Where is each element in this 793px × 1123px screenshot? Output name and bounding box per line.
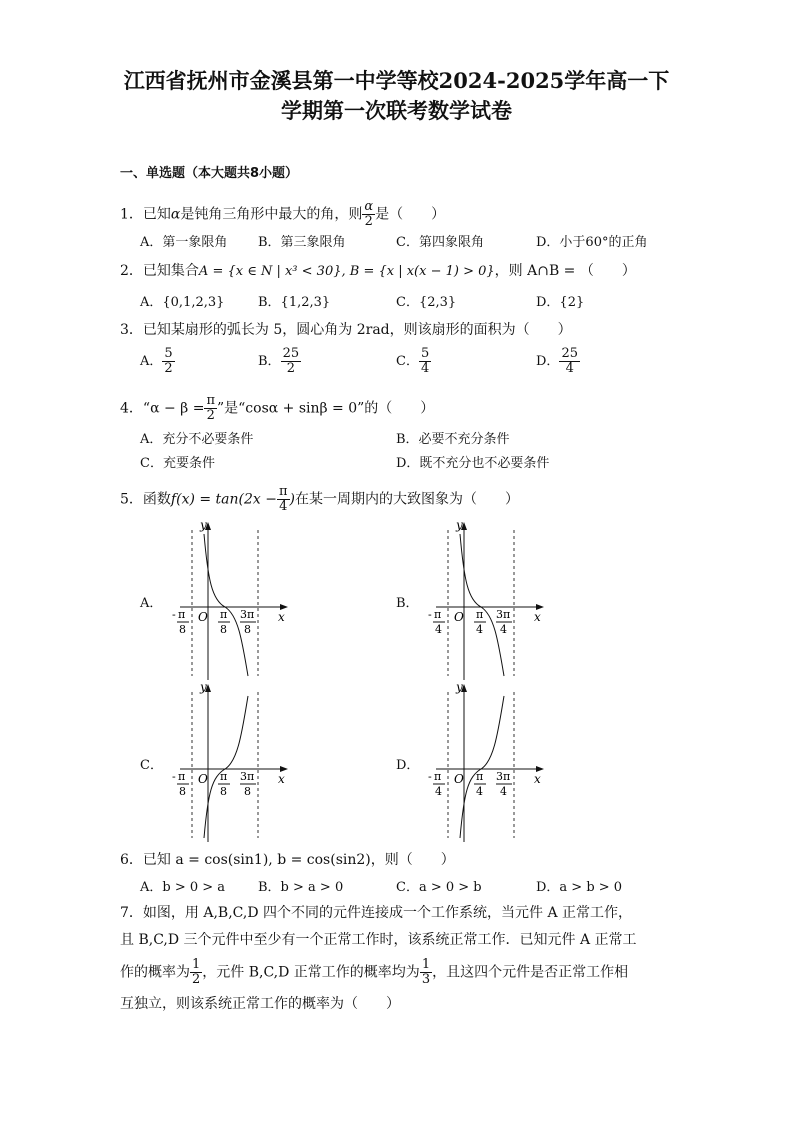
neg-sign: - bbox=[428, 608, 432, 621]
neg-sign: - bbox=[428, 770, 432, 783]
tan-curve bbox=[204, 534, 248, 676]
tick1-den: 8 bbox=[179, 623, 186, 636]
question-6: 6．已知 a = cos(sin1), b = cos(sin2)，则（ ） bbox=[120, 852, 455, 868]
q1-option-c: C．第四象限角 bbox=[396, 235, 484, 250]
y-label: y bbox=[200, 520, 207, 532]
q5-close: ) bbox=[289, 491, 296, 508]
tick3-den: 4 bbox=[500, 785, 507, 798]
q6-option-c: C．a > 0 > b bbox=[396, 880, 482, 895]
q5-suffix: 在某一周期内的大致图象为（ ） bbox=[295, 491, 520, 508]
tick3-num: 3π bbox=[496, 608, 511, 621]
q3-c-num: 5 bbox=[420, 346, 430, 361]
tick1-num: π bbox=[434, 770, 442, 783]
q7-line3b: ，元件 B,C,D 正常工作的概率均为 bbox=[202, 964, 420, 981]
q4-option-c: C．充要条件 bbox=[140, 456, 215, 471]
y-label: y bbox=[456, 520, 463, 532]
q2-prefix: 2．已知集合 bbox=[120, 263, 199, 279]
q5-graph-c bbox=[160, 682, 300, 842]
tick2-den: 4 bbox=[476, 623, 483, 636]
q2-option-a: A．{0,1,2,3} bbox=[140, 295, 225, 310]
q3-d-den: 4 bbox=[565, 361, 574, 376]
q4-frac-num: π bbox=[206, 393, 215, 408]
tick3-num: 3π bbox=[240, 608, 255, 621]
q5-frac-den: 4 bbox=[279, 499, 288, 514]
q7-frac1 bbox=[190, 958, 202, 987]
q7-frac2-den: 3 bbox=[421, 972, 431, 987]
tick3-den: 8 bbox=[244, 623, 251, 636]
tick3-num: 3π bbox=[496, 770, 511, 783]
tick2-num: π bbox=[476, 608, 484, 621]
q5-frac-num: π bbox=[279, 484, 288, 499]
q7-frac1-num: 1 bbox=[192, 957, 201, 972]
tick2-num: π bbox=[220, 770, 228, 783]
tick2-num: π bbox=[220, 608, 228, 621]
tick2-den: 8 bbox=[220, 785, 227, 798]
q3-d-label: D． bbox=[536, 354, 560, 369]
q2-option-b: B．{1,2,3} bbox=[258, 295, 331, 310]
question-2 bbox=[120, 261, 636, 282]
neg-sign: - bbox=[172, 770, 176, 783]
q1-alpha: α bbox=[170, 206, 181, 223]
tick2-den: 8 bbox=[220, 623, 227, 636]
q5-fraction bbox=[277, 485, 290, 514]
q1-option-a: A．第一象限角 bbox=[140, 235, 228, 250]
x-label: x bbox=[278, 610, 285, 624]
q4-prefix: 4．“α − β = bbox=[120, 400, 205, 417]
q5-func: f(x) = tan(2x − bbox=[170, 491, 277, 508]
tan-curve bbox=[460, 696, 504, 838]
origin-label: O bbox=[454, 610, 464, 624]
q3-option-b bbox=[258, 347, 301, 376]
origin-label: O bbox=[454, 772, 464, 786]
q6-option-d: D．a > b > 0 bbox=[536, 880, 623, 895]
q4-option-b: B．必要不充分条件 bbox=[396, 432, 510, 447]
q4-suffix: ”是“cosα + sinβ = 0”的（ ） bbox=[216, 400, 435, 417]
q4-fraction bbox=[204, 394, 217, 423]
x-label: x bbox=[534, 772, 541, 786]
q6-option-a: A．b > 0 > a bbox=[140, 880, 226, 895]
q7-line4: 互独立，则该系统正常工作的概率为（ ） bbox=[120, 996, 400, 1012]
tick3-den: 4 bbox=[500, 623, 507, 636]
y-label: y bbox=[456, 682, 463, 694]
tick1-den: 4 bbox=[435, 623, 442, 636]
tick3-den: 8 bbox=[244, 785, 251, 798]
q3-c-label: C． bbox=[396, 354, 419, 369]
q4-frac-den: 2 bbox=[206, 408, 215, 423]
q1-fraction bbox=[362, 200, 375, 229]
q3-b-label: B． bbox=[258, 354, 281, 369]
q3-c-fraction bbox=[419, 347, 431, 376]
q1-option-d: D．小于60°的正角 bbox=[536, 235, 648, 250]
tick3-num: 3π bbox=[240, 770, 255, 783]
q3-d-fraction bbox=[559, 347, 580, 376]
q3-option-d bbox=[536, 347, 580, 376]
q7-frac1-den: 2 bbox=[192, 972, 201, 987]
page-title-line2: 学期第一次联考数学试卷 bbox=[281, 98, 512, 123]
q3-a-num: 5 bbox=[164, 346, 173, 361]
q5-graph-d bbox=[416, 682, 556, 842]
q5-graph-a bbox=[160, 520, 300, 680]
tick2-num: π bbox=[476, 770, 484, 783]
q1-frac-den: 2 bbox=[364, 214, 373, 229]
q7-line1: 7．如图，用 A,B,C,D 四个不同的元件连接成一个工作系统，当元件 A 正常工作， bbox=[120, 905, 633, 921]
neg-sign: - bbox=[172, 608, 176, 621]
q4-option-d: D．既不充分也不必要条件 bbox=[396, 456, 550, 471]
q4-option-a: A．充分不必要条件 bbox=[140, 432, 254, 447]
q5-option-a-label: A． bbox=[140, 596, 163, 611]
q1-mid: 是钝角三角形中最大的角，则 bbox=[180, 206, 363, 223]
q7-frac2 bbox=[420, 958, 432, 987]
question-3: 3．已知某扇形的弧长为 5，圆心角为 2rad，则该扇形的面积为（ ） bbox=[120, 322, 572, 338]
origin-label: O bbox=[198, 610, 208, 624]
q3-d-num: 25 bbox=[561, 346, 578, 361]
q3-b-den: 2 bbox=[286, 361, 295, 376]
q3-b-num: 25 bbox=[282, 346, 300, 361]
q2-sets: A = {x ∈ N | x³ < 30}, B = {x | x(x − 1) > 0} bbox=[198, 264, 495, 279]
q1-option-b: B．第三象限角 bbox=[258, 235, 346, 250]
tick1-den: 4 bbox=[435, 785, 442, 798]
q1-suffix: 是（ ） bbox=[375, 206, 446, 223]
tick1-num: π bbox=[434, 608, 442, 621]
q5-prefix: 5．函数 bbox=[120, 491, 171, 508]
tan-curve bbox=[204, 696, 248, 838]
q6-option-b: B．b > a > 0 bbox=[258, 880, 344, 895]
q5-graph-b bbox=[416, 520, 556, 680]
q1-frac-num: α bbox=[364, 199, 374, 214]
q5-option-c-label: C． bbox=[140, 758, 163, 773]
q1-prefix: 1．已知 bbox=[120, 206, 171, 223]
q2-option-c: C．{2,3} bbox=[396, 295, 457, 310]
q3-a-label: A． bbox=[140, 354, 163, 369]
q7-line2: 且 B,C,D 三个元件中至少有一个正常工作时，该系统正常工作．已知元件 A 正常工 bbox=[120, 932, 637, 948]
page-title-line1: 江西省抚州市金溪县第一中学等校2024-2025学年高一下 bbox=[123, 68, 670, 93]
q3-a-fraction bbox=[162, 347, 174, 376]
q7-line3 bbox=[120, 958, 628, 987]
q5-option-d-label: D． bbox=[396, 758, 420, 773]
tick1-den: 8 bbox=[179, 785, 186, 798]
q5-option-b-label: B． bbox=[396, 596, 419, 611]
q3-a-den: 2 bbox=[164, 361, 173, 376]
tan-curve bbox=[460, 534, 504, 676]
tick1-num: π bbox=[178, 770, 186, 783]
tick1-num: π bbox=[178, 608, 186, 621]
x-label: x bbox=[278, 772, 285, 786]
q7-line3c: ，且这四个元件是否正常工作相 bbox=[432, 964, 629, 981]
question-1 bbox=[120, 200, 445, 229]
tick2-den: 4 bbox=[476, 785, 483, 798]
q7-line3a: 作的概率为 bbox=[120, 964, 190, 981]
q2-suffix: ，则 A∩B = （ ） bbox=[494, 263, 636, 279]
origin-label: O bbox=[198, 772, 208, 786]
section-heading: 一、单选题（本大题共8小题） bbox=[120, 166, 299, 181]
x-label: x bbox=[534, 610, 541, 624]
y-label: y bbox=[200, 682, 207, 694]
question-5 bbox=[120, 485, 519, 514]
q3-option-c bbox=[396, 347, 431, 376]
question-4 bbox=[120, 394, 434, 423]
q7-frac2-num: 1 bbox=[421, 957, 431, 972]
q3-c-den: 4 bbox=[420, 361, 430, 376]
q3-option-a bbox=[140, 347, 175, 376]
q2-option-d: D．{2} bbox=[536, 295, 585, 310]
q3-b-fraction bbox=[281, 347, 302, 376]
